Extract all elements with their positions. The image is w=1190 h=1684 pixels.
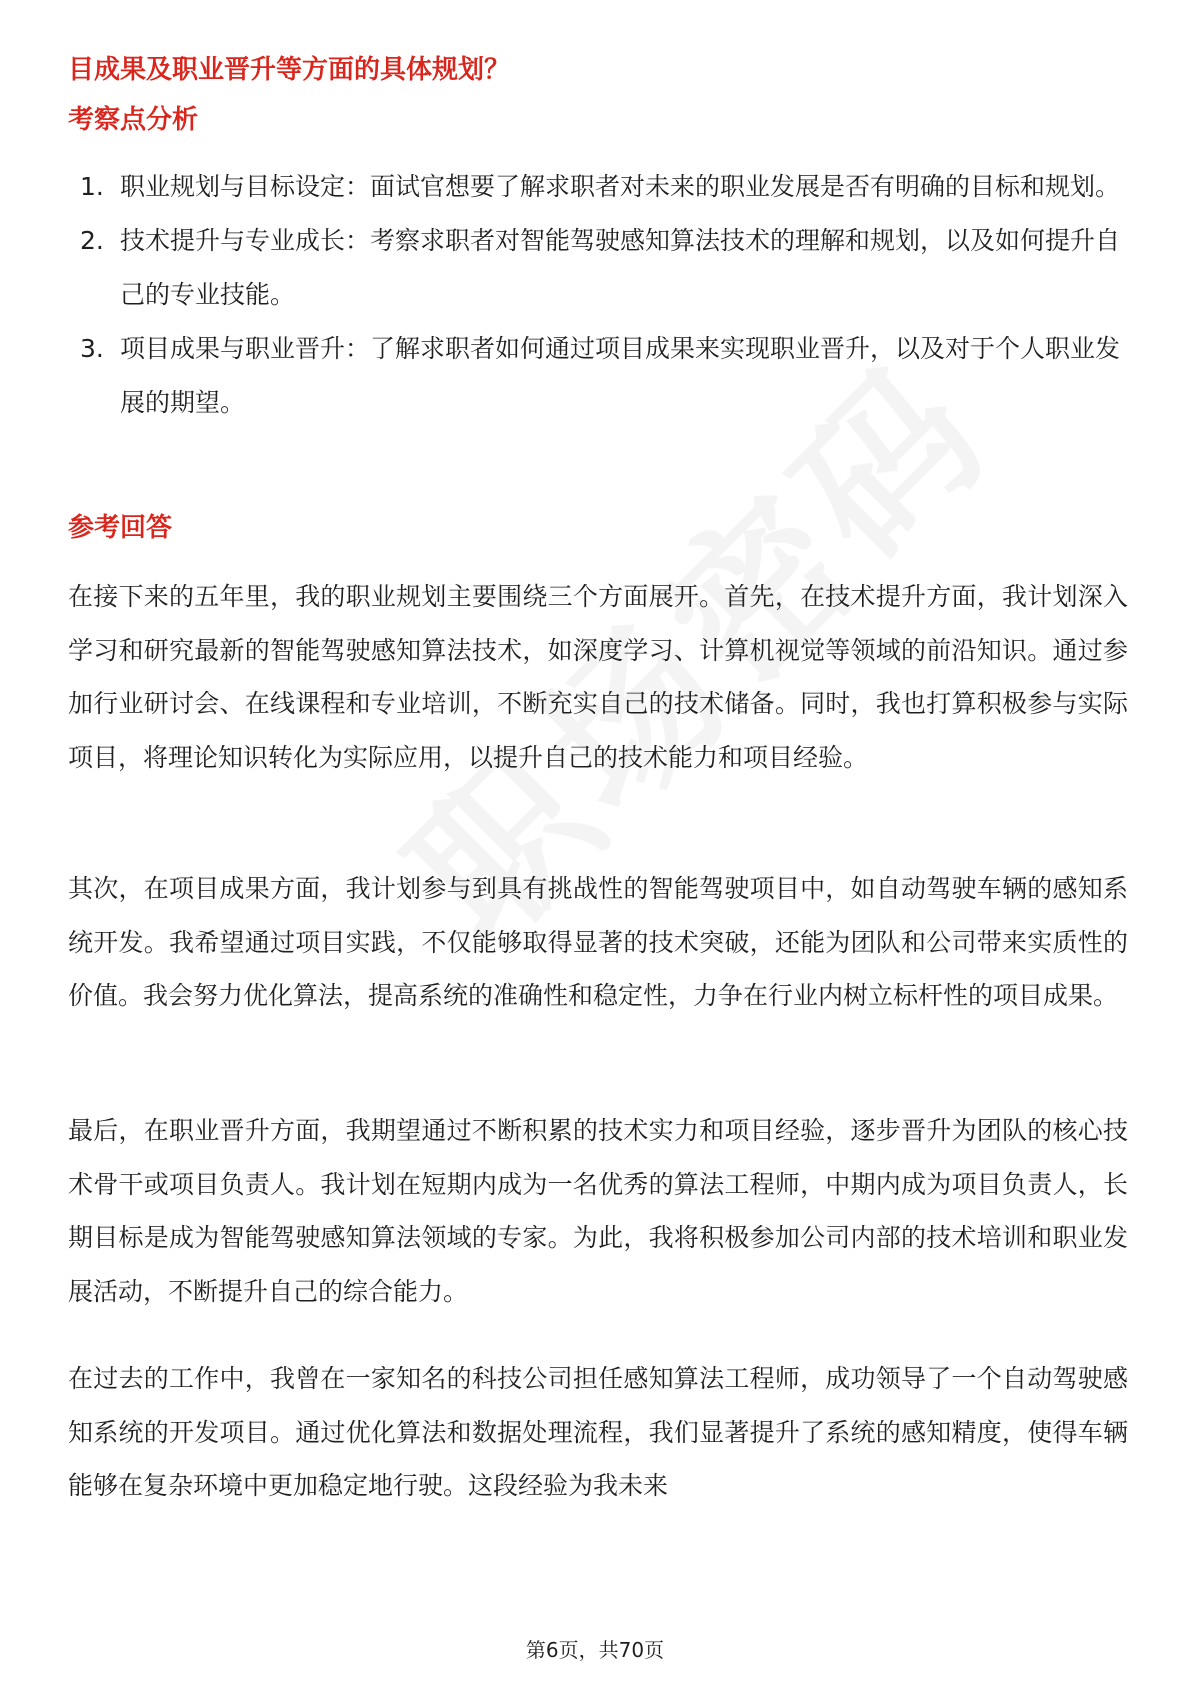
analysis-list [68,160,1128,430]
answer-paragraph: 在接下来的五年里，我的职业规划主要围绕三个方面展开。首先，在技术提升方面，我计划深入学习和研究最新的智能驾驶感知算法技术，如深度学习、计算机视觉等领域的前沿知识。通过参加行业研讨会、在线课程和专业培训，不断充实自己的技术储备。同时，我也打算积极参与实际项目，将理论知识转化为实际应用，以提升自己的技术能力和项目经验。 [68,582,1128,772]
answer-paragraph: 在过去的工作中，我曾在一家知名的科技公司担任感知算法工程师，成功领导了一个自动驾驶感知系统的开发项目。通过优化算法和数据处理流程，我们显著提升了系统的感知精度，使得车辆能够在复杂环境中更加稳定地行驶。这段经验为我未来 [68,1364,1128,1500]
list-item [68,322,1128,430]
list-item [68,160,1128,214]
list-number: 1. [80,172,104,201]
page-footer: 第6页，共70页 [525,1638,665,1662]
list-item-text: 项目成果与职业晋升：了解求职者如何通过项目成果来实现职业晋升，以及对于个人职业发展的期望。 [120,334,1121,417]
list-item-text: 职业规划与目标设定：面试官想要了解求职者对未来的职业发展是否有明确的目标和规划。 [120,172,1121,201]
analysis-heading: 考察点分析 [68,105,199,135]
list-item-text: 技术提升与专业成长：考察求职者对智能驾驶感知算法技术的理解和规划，以及如何提升自己的专业技能。 [120,226,1121,309]
list-number: 2. [80,226,104,255]
question-heading: 目成果及职业晋升等方面的具体规划？ [68,55,511,85]
list-item [68,214,1128,322]
answer-paragraph: 其次，在项目成果方面，我计划参与到具有挑战性的智能驾驶项目中，如自动驾驶车辆的感知系统开发。我希望通过项目实践，不仅能够取得显著的技术突破，还能为团队和公司带来实质性的价值。我会努力优化算法，提高系统的准确性和稳定性，力争在行业内树立标杆性的项目成果。 [68,874,1128,1010]
answer-heading: 参考回答 [68,513,173,543]
answer-paragraph: 最后，在职业晋升方面，我期望通过不断积累的技术实力和项目经验，逐步晋升为团队的核心技术骨干或项目负责人。我计划在短期内成为一名优秀的算法工程师，中期内成为项目负责人，长期目标是成为智能驾驶感知算法领域的专家。为此，我将积极参加公司内部的技术培训和职业发展活动，不断提升自己的综合能力。 [68,1116,1128,1306]
list-number: 3. [80,334,104,363]
